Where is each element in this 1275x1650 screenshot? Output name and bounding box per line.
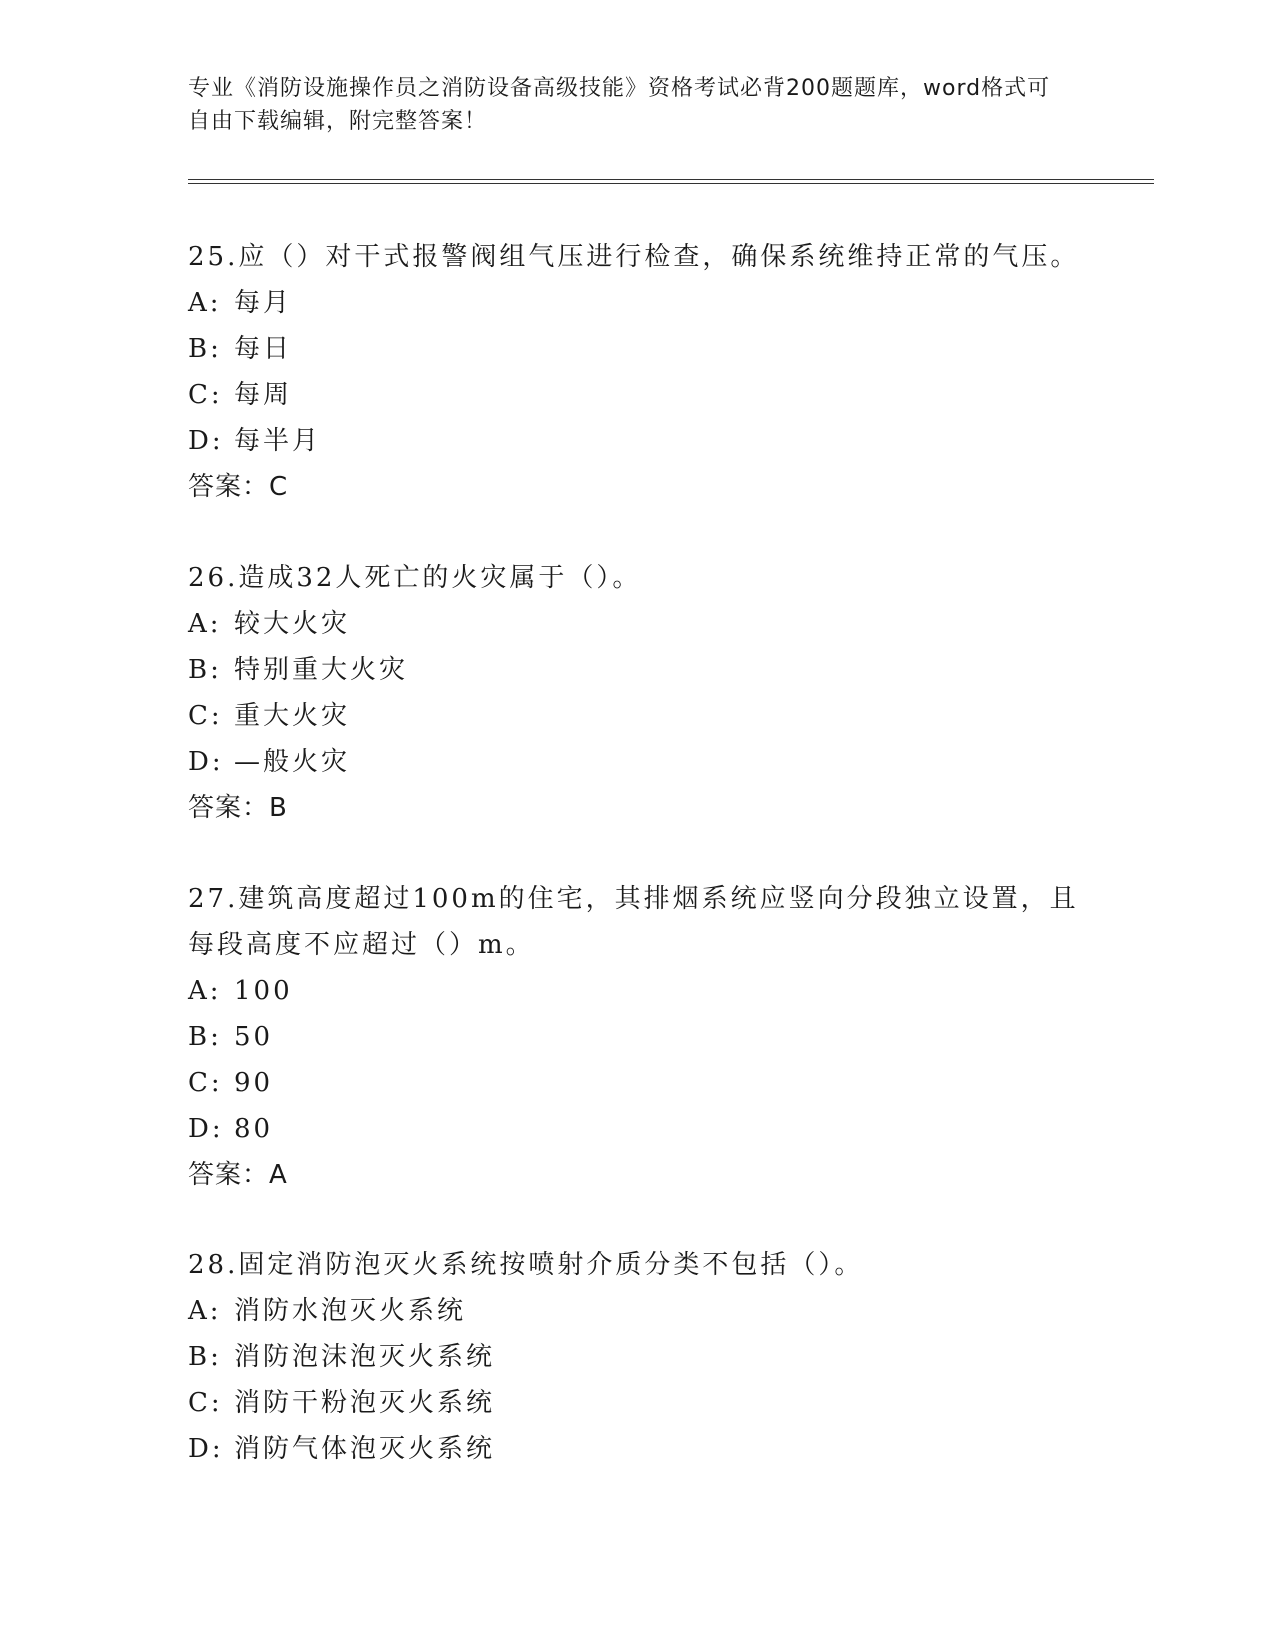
question-25 xyxy=(188,234,1088,510)
option-d xyxy=(188,1426,1088,1472)
option-letter: B: xyxy=(188,655,222,685)
option-text: 100 xyxy=(234,976,293,1006)
option-text: 重大火灾 xyxy=(234,701,351,731)
option-letter: B: xyxy=(188,1342,222,1372)
question-28 xyxy=(188,1242,1088,1472)
option-letter: B: xyxy=(188,1022,222,1052)
option-b xyxy=(188,1014,1088,1060)
option-b xyxy=(188,326,1088,372)
option-text: 消防水泡灭火系统 xyxy=(234,1296,467,1326)
question-stem: 27.建筑高度超过100m的住宅，其排烟系统应竖向分段独立设置，且每段高度不应超过（）m。 xyxy=(188,884,1079,960)
question-stem: 28.固定消防泡灭火系统按喷射介质分类不包括（）。 xyxy=(188,1250,864,1280)
option-b xyxy=(188,647,1088,693)
option-c xyxy=(188,1380,1088,1426)
option-c xyxy=(188,693,1088,739)
option-b xyxy=(188,1334,1088,1380)
option-letter: C: xyxy=(188,380,223,410)
question-stem: 26.造成32人死亡的火灾属于（）。 xyxy=(188,563,642,593)
option-a xyxy=(188,280,1088,326)
option-letter: D: xyxy=(188,1434,224,1464)
answer-line: 答案：A xyxy=(188,1160,288,1190)
question-stem: 25.应（）对干式报警阀组气压进行检查，确保系统维持正常的气压。 xyxy=(188,242,1080,272)
option-d xyxy=(188,418,1088,464)
document-header xyxy=(188,72,1068,138)
option-text: 每月 xyxy=(234,288,293,318)
option-letter: A: xyxy=(188,288,222,318)
option-text: 90 xyxy=(234,1068,274,1098)
question-26 xyxy=(188,555,1088,831)
option-text: 较大火灾 xyxy=(234,609,351,639)
answer-line: 答案：B xyxy=(188,793,288,823)
option-c xyxy=(188,372,1088,418)
option-a xyxy=(188,1288,1088,1334)
option-d xyxy=(188,1106,1088,1152)
option-letter: A: xyxy=(188,1296,222,1326)
option-letter: C: xyxy=(188,1068,223,1098)
option-text: 50 xyxy=(234,1022,274,1052)
question-27 xyxy=(188,876,1088,1198)
option-text: 特别重大火灾 xyxy=(234,655,409,685)
option-d xyxy=(188,739,1088,785)
option-text: 每半月 xyxy=(234,426,322,456)
option-c xyxy=(188,1060,1088,1106)
header-intro-text: 专业《消防设施操作员之消防设备高级技能》资格考试必背200题题库，word格式可自由下载编辑，附完整答案！ xyxy=(188,76,1051,134)
option-text: 每周 xyxy=(234,380,293,410)
option-a xyxy=(188,968,1088,1014)
header-divider-top xyxy=(188,179,1154,180)
option-text: 消防气体泡灭火系统 xyxy=(234,1434,496,1464)
option-letter: B: xyxy=(188,334,222,364)
option-letter: D: xyxy=(188,426,224,456)
option-a xyxy=(188,601,1088,647)
option-letter: C: xyxy=(188,1388,223,1418)
option-letter: A: xyxy=(188,976,222,1006)
option-letter: C: xyxy=(188,701,223,731)
option-text: 消防泡沫泡灭火系统 xyxy=(234,1342,496,1372)
option-letter: D: xyxy=(188,1114,224,1144)
option-letter: D: xyxy=(188,747,224,777)
option-text: 80 xyxy=(234,1114,274,1144)
option-text: 每日 xyxy=(234,334,293,364)
header-divider-bottom xyxy=(188,183,1154,184)
answer-line: 答案：C xyxy=(188,472,289,502)
option-letter: A: xyxy=(188,609,222,639)
option-text: —般火灾 xyxy=(234,747,351,777)
option-text: 消防干粉泡灭火系统 xyxy=(234,1388,496,1418)
